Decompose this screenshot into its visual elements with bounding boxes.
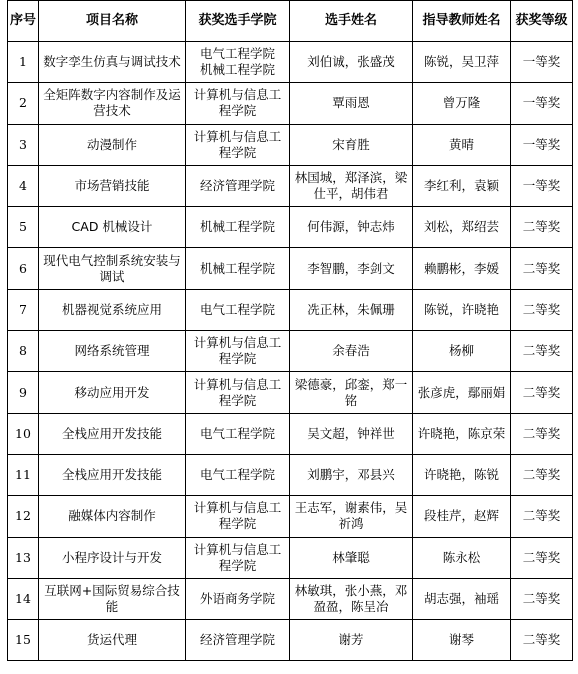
table-row [8, 207, 573, 248]
row-number: 14 [8, 578, 39, 619]
table-row [8, 42, 573, 83]
table-row [8, 289, 573, 330]
student-names: 冼正林，朱佩珊 [290, 289, 413, 330]
teacher-names: 谢琴 [413, 620, 511, 661]
award-level: 一等奖 [511, 165, 573, 206]
award-level: 一等奖 [511, 124, 573, 165]
row-number: 15 [8, 620, 39, 661]
table-row [8, 454, 573, 495]
college-name: 电气工程学院 [186, 413, 290, 454]
college-name: 电气工程学院 机械工程学院 [186, 42, 290, 83]
row-number: 11 [8, 454, 39, 495]
student-names: 覃雨恩 [290, 83, 413, 124]
award-level: 二等奖 [511, 331, 573, 372]
award-level: 二等奖 [511, 496, 573, 537]
award-level: 二等奖 [511, 578, 573, 619]
award-level: 二等奖 [511, 207, 573, 248]
award-level: 二等奖 [511, 454, 573, 495]
row-number: 13 [8, 537, 39, 578]
teacher-names: 陈永松 [413, 537, 511, 578]
student-names: 宋育胜 [290, 124, 413, 165]
header-award: 获奖等级 [511, 1, 573, 42]
project-name: 融媒体内容制作 [39, 496, 186, 537]
student-names: 梁德豪，邱銮，郑一铭 [290, 372, 413, 413]
project-name: 机器视觉系统应用 [39, 289, 186, 330]
award-level: 二等奖 [511, 620, 573, 661]
project-name: 小程序设计与开发 [39, 537, 186, 578]
table-row [8, 578, 573, 619]
teacher-names: 许晓艳，陈锐 [413, 454, 511, 495]
award-level: 二等奖 [511, 537, 573, 578]
student-names: 谢芳 [290, 620, 413, 661]
header-students: 选手姓名 [290, 1, 413, 42]
teacher-names: 杨柳 [413, 331, 511, 372]
awards-table [7, 0, 573, 661]
award-level: 一等奖 [511, 83, 573, 124]
student-names: 刘伯诚，张盛茂 [290, 42, 413, 83]
college-name: 经济管理学院 [186, 620, 290, 661]
project-name: 市场营销技能 [39, 165, 186, 206]
teacher-names: 胡志强，袖瑶 [413, 578, 511, 619]
project-name: 全栈应用开发技能 [39, 413, 186, 454]
project-name: 网络系统管理 [39, 331, 186, 372]
student-names: 林敏琪，张小燕，邓盈盈，陈呈冶 [290, 578, 413, 619]
student-names: 林肇聪 [290, 537, 413, 578]
teacher-names: 段桂芹，赵辉 [413, 496, 511, 537]
teacher-names: 陈锐，许晓艳 [413, 289, 511, 330]
student-names: 李智鹏，李剑文 [290, 248, 413, 289]
row-number: 4 [8, 165, 39, 206]
table-row [8, 620, 573, 661]
student-names: 何伟源，钟志炜 [290, 207, 413, 248]
header-project: 项目名称 [39, 1, 186, 42]
teacher-names: 陈锐，吴卫萍 [413, 42, 511, 83]
row-number: 5 [8, 207, 39, 248]
table-row [8, 537, 573, 578]
table-row [8, 331, 573, 372]
row-number: 8 [8, 331, 39, 372]
award-level: 二等奖 [511, 372, 573, 413]
student-names: 林国城，郑泽滨，梁仕平，胡伟君 [290, 165, 413, 206]
student-names: 王志军，谢素伟，吴祈鸿 [290, 496, 413, 537]
table-body [8, 42, 573, 661]
table-row [8, 124, 573, 165]
college-name: 电气工程学院 [186, 289, 290, 330]
college-name: 经济管理学院 [186, 165, 290, 206]
college-name: 机械工程学院 [186, 207, 290, 248]
student-names: 刘鹏宇，邓县兴 [290, 454, 413, 495]
college-name: 计算机与信息工程学院 [186, 372, 290, 413]
header-college: 获奖选手学院 [186, 1, 290, 42]
college-name: 机械工程学院 [186, 248, 290, 289]
teacher-names: 张彦虎，鄢丽娟 [413, 372, 511, 413]
award-level: 二等奖 [511, 289, 573, 330]
award-level: 一等奖 [511, 42, 573, 83]
row-number: 1 [8, 42, 39, 83]
header-teachers: 指导教师姓名 [413, 1, 511, 42]
college-name: 计算机与信息工程学院 [186, 496, 290, 537]
row-number: 3 [8, 124, 39, 165]
table-row [8, 83, 573, 124]
college-name: 计算机与信息工程学院 [186, 331, 290, 372]
project-name: 现代电气控制系统安装与调试 [39, 248, 186, 289]
college-name: 外语商务学院 [186, 578, 290, 619]
college-name: 计算机与信息工程学院 [186, 537, 290, 578]
row-number: 9 [8, 372, 39, 413]
row-number: 12 [8, 496, 39, 537]
row-number: 6 [8, 248, 39, 289]
award-level: 二等奖 [511, 413, 573, 454]
teacher-names: 许晓艳，陈京荣 [413, 413, 511, 454]
teacher-names: 刘松，郑绍芸 [413, 207, 511, 248]
row-number: 10 [8, 413, 39, 454]
teacher-names: 曾万隆 [413, 83, 511, 124]
header-row [8, 1, 573, 42]
table-row [8, 413, 573, 454]
teacher-names: 黄晴 [413, 124, 511, 165]
award-level: 二等奖 [511, 248, 573, 289]
row-number: 2 [8, 83, 39, 124]
row-number: 7 [8, 289, 39, 330]
project-name: 货运代理 [39, 620, 186, 661]
project-name: 全矩阵数字内容制作及运营技术 [39, 83, 186, 124]
project-name: CAD 机械设计 [39, 207, 186, 248]
table-row [8, 496, 573, 537]
header-no: 序号 [8, 1, 39, 42]
table-row [8, 248, 573, 289]
project-name: 动漫制作 [39, 124, 186, 165]
student-names: 吴文超，钟祥世 [290, 413, 413, 454]
student-names: 余春浩 [290, 331, 413, 372]
project-name: 移动应用开发 [39, 372, 186, 413]
college-name: 电气工程学院 [186, 454, 290, 495]
table-row [8, 165, 573, 206]
college-name: 计算机与信息工程学院 [186, 124, 290, 165]
teacher-names: 赖鹏彬，李媛 [413, 248, 511, 289]
project-name: 互联网+国际贸易综合技能 [39, 578, 186, 619]
college-name: 计算机与信息工程学院 [186, 83, 290, 124]
project-name: 全栈应用开发技能 [39, 454, 186, 495]
table-row [8, 372, 573, 413]
teacher-names: 李红利，袁颖 [413, 165, 511, 206]
project-name: 数字孪生仿真与调试技术 [39, 42, 186, 83]
